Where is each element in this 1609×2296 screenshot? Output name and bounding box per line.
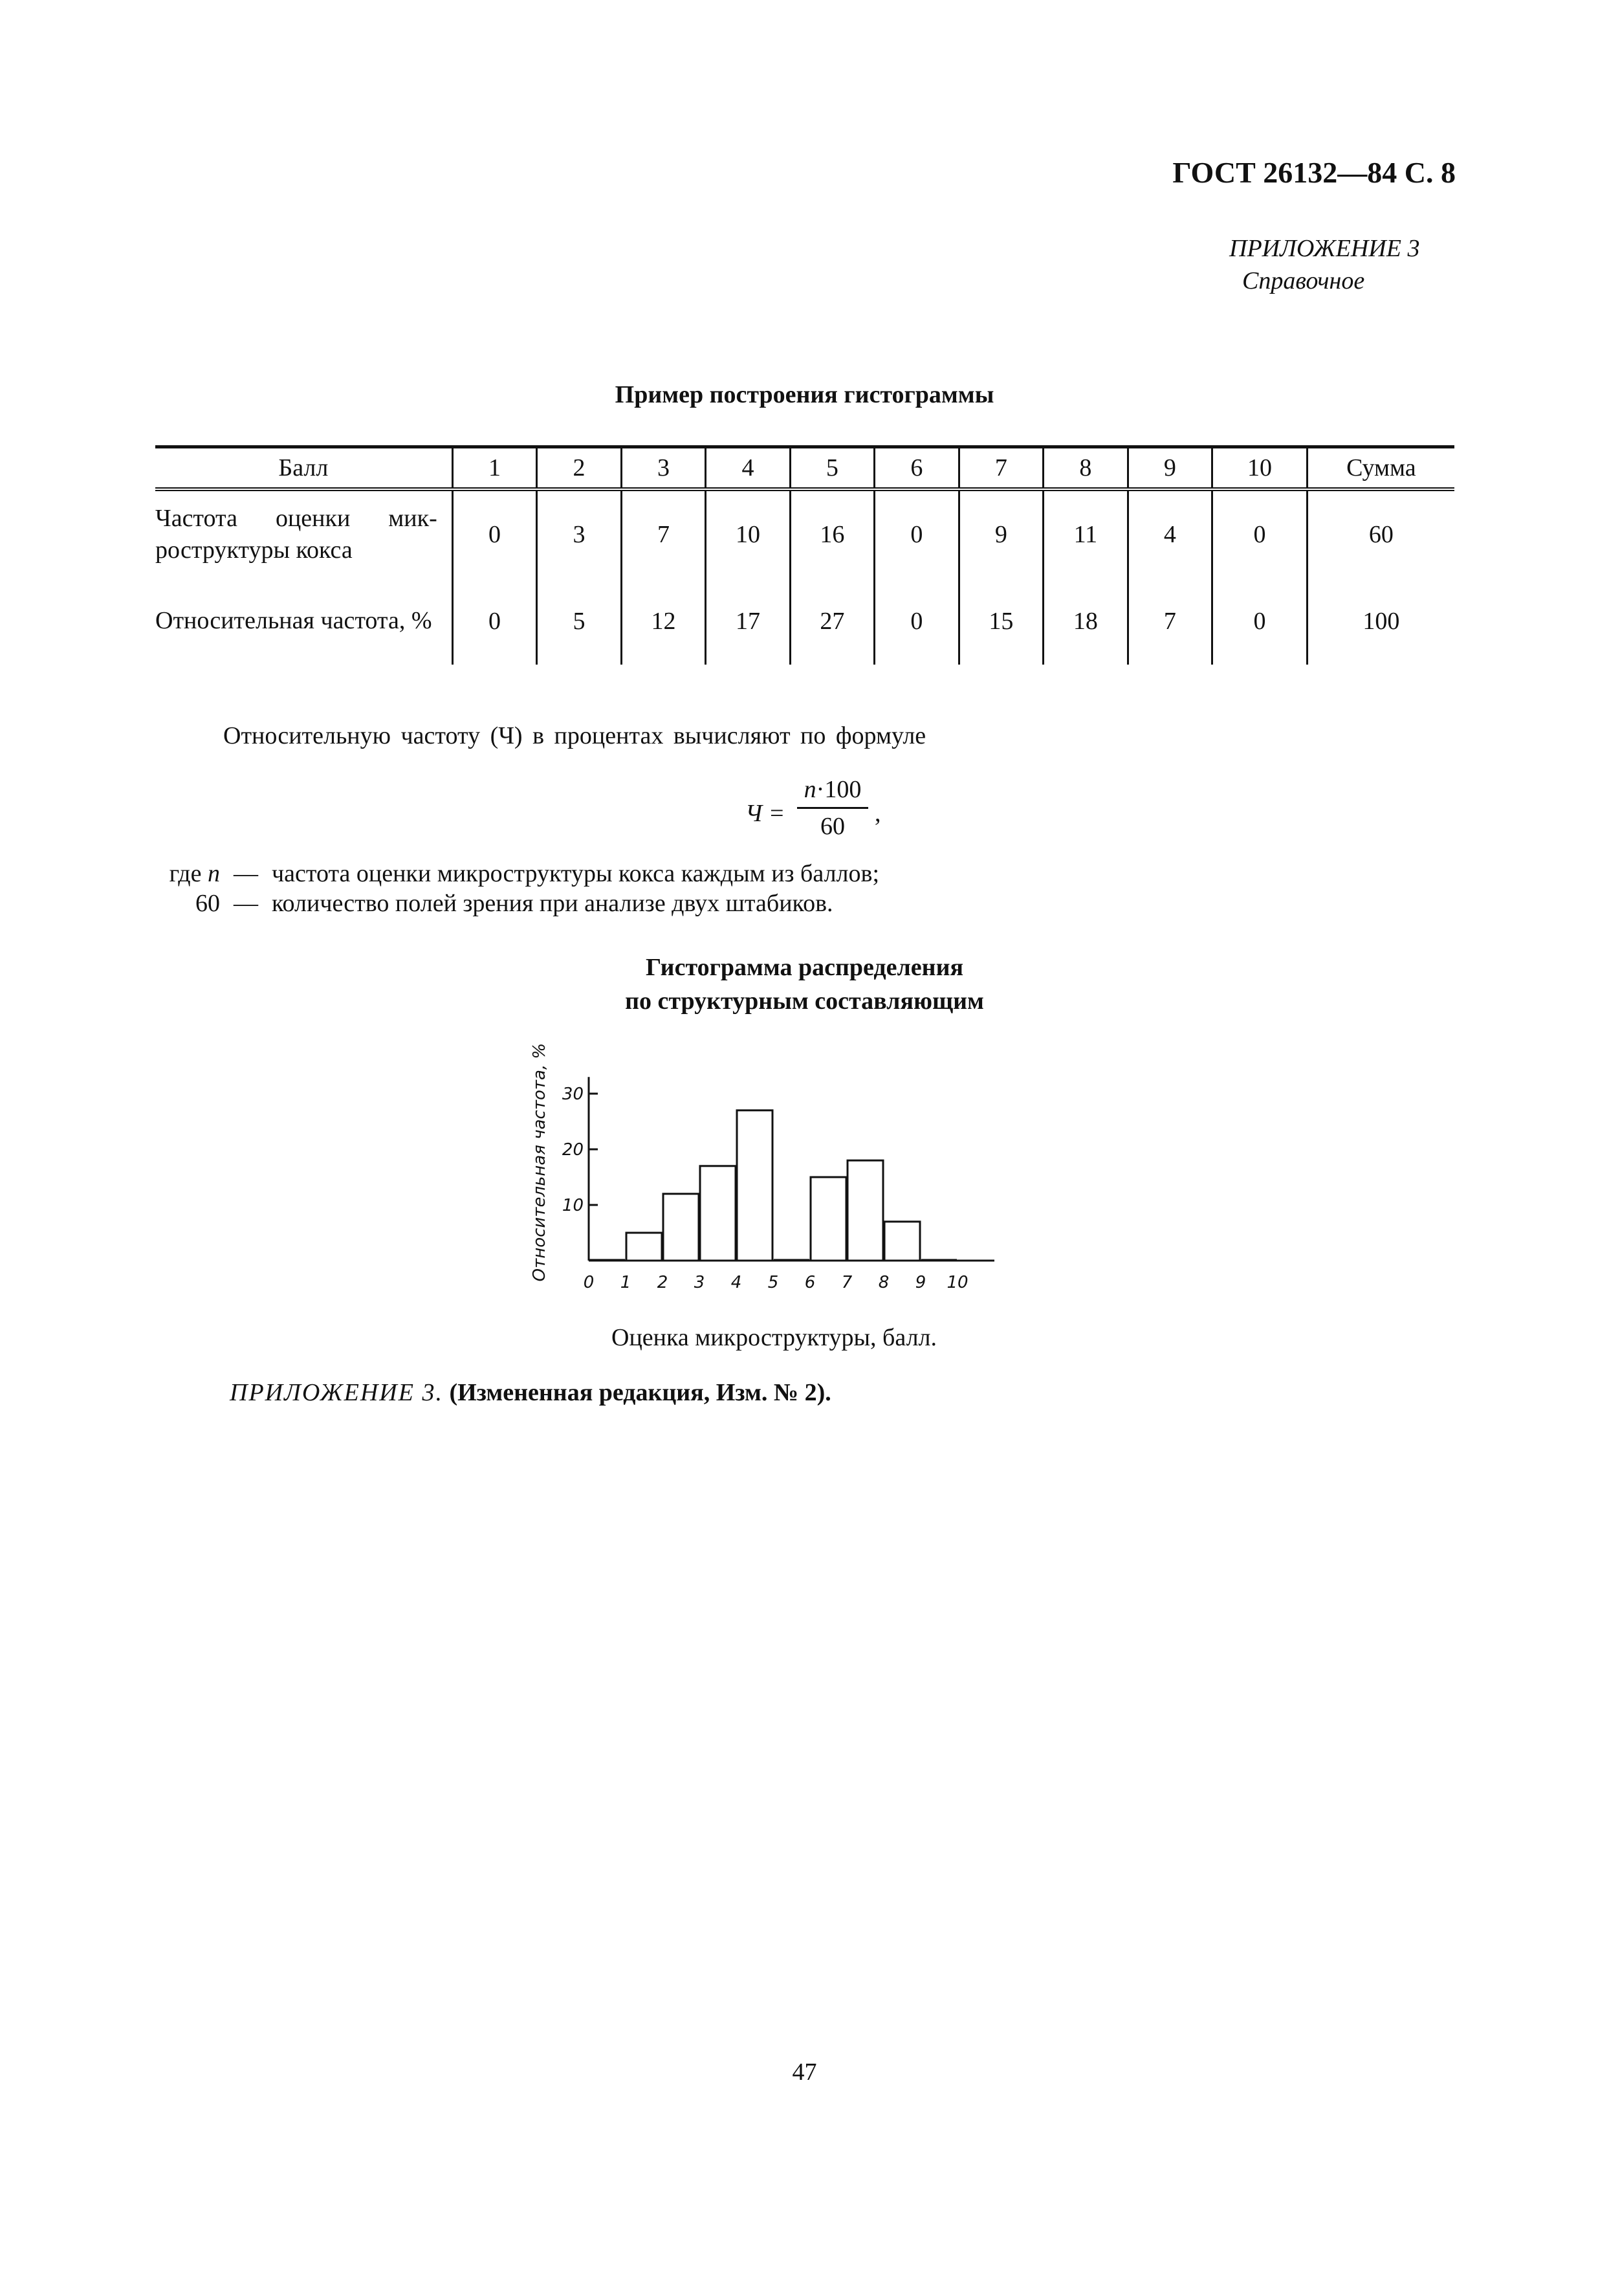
column-header: 5 (790, 447, 874, 490)
histogram-bar (848, 1160, 883, 1261)
table-cell: 27 (790, 578, 874, 665)
column-header: 9 (1128, 447, 1212, 490)
histogram-bar (700, 1166, 736, 1261)
x-tick-label: 2 (657, 1273, 668, 1292)
x-tick-label: 8 (878, 1273, 890, 1292)
table-cell: 0 (1212, 578, 1308, 665)
table-header-row (155, 447, 1454, 490)
table-cell: 17 (706, 578, 790, 665)
table-cell: 18 (1044, 578, 1128, 665)
x-tick-label: 6 (804, 1273, 816, 1292)
table-cell: 16 (790, 489, 874, 578)
y-axis-label: Относительная частота, % (530, 1043, 549, 1282)
appendix-type: Справочное (1242, 267, 1365, 294)
y-tick-label: 10 (562, 1196, 584, 1215)
column-header: 6 (875, 447, 959, 490)
where-line (155, 859, 1449, 888)
formula (738, 773, 996, 851)
where-dash: — (234, 860, 258, 887)
histogram-bar (663, 1194, 699, 1261)
footnote (230, 1378, 1459, 1407)
table-cell: 12 (621, 578, 705, 665)
table-row (155, 578, 1454, 665)
x-tick-label: 3 (694, 1273, 705, 1292)
where-symbol: 60 (195, 890, 220, 917)
column-header: 3 (621, 447, 705, 490)
where-text: количество полей зрения при анализе двух штабиков. (272, 890, 833, 917)
formula-variable: n (804, 776, 816, 803)
table-title: Пример построения гистограммы (615, 381, 994, 408)
table-row (155, 489, 1454, 578)
x-tick-label: 9 (915, 1273, 926, 1292)
column-header: 10 (1212, 447, 1308, 490)
formula-numerator (797, 773, 868, 806)
histogram-bar (811, 1177, 846, 1261)
x-axis-label: Оценка микроструктуры, балл. (611, 1324, 937, 1351)
table-cell: 0 (452, 578, 536, 665)
x-tick-label: 5 (767, 1273, 779, 1292)
table-cell: 5 (537, 578, 621, 665)
frequency-table (155, 445, 1454, 665)
footnote-appendix: ПРИЛОЖЕНИЕ 3. (230, 1379, 443, 1406)
column-header: 2 (537, 447, 621, 490)
formula-multiplier: ·100 (816, 776, 862, 803)
appendix-label: ПРИЛОЖЕНИЕ 3 (1229, 235, 1420, 262)
table-cell: 60 (1307, 489, 1454, 578)
table-cell: 0 (875, 489, 959, 578)
table-cell: 0 (875, 578, 959, 665)
row-label: Частота оценки микроструктуры кокса (155, 504, 437, 564)
x-tick-label: 4 (730, 1273, 742, 1292)
column-header: 1 (452, 447, 536, 490)
chart-title-line: Гистограмма распределения (645, 954, 964, 981)
where-key (155, 859, 220, 888)
histogram-bar (737, 1110, 772, 1261)
formula-comma: , (875, 800, 881, 827)
column-header: Сумма (1307, 447, 1454, 490)
formula-denominator: 60 (820, 813, 845, 840)
histogram-chart (505, 1016, 1022, 1307)
x-tick-label: 7 (841, 1273, 853, 1292)
formula-fraction (797, 773, 868, 843)
column-header: 8 (1044, 447, 1128, 490)
table-cell: 11 (1044, 489, 1128, 578)
column-header: 7 (959, 447, 1043, 490)
page-number: 47 (792, 2059, 817, 2086)
table-cell: 7 (1128, 578, 1212, 665)
column-header: 4 (706, 447, 790, 490)
chart-title (0, 951, 1609, 1018)
y-tick-label: 30 (562, 1085, 584, 1104)
x-tick-label: 1 (620, 1273, 631, 1292)
chart-title-line: по структурным составляющим (625, 987, 984, 1015)
table-cell: 9 (959, 489, 1043, 578)
y-tick-label: 20 (562, 1140, 584, 1160)
table-cell: 4 (1128, 489, 1212, 578)
table-cell: 15 (959, 578, 1043, 665)
formula-intro: Относительную частоту (Ч) в процентах вычисляют по формуле (223, 722, 926, 749)
histogram-bar (884, 1222, 920, 1261)
where-dash: — (234, 890, 258, 917)
table-cell: 0 (452, 489, 536, 578)
row-label: Относительная частота, % (155, 607, 432, 635)
x-tick-label: 0 (583, 1273, 595, 1292)
where-key (155, 889, 220, 918)
chart-bars (589, 1110, 957, 1261)
where-symbol: n (208, 860, 220, 887)
column-header: Балл (278, 454, 329, 481)
table-cell: 3 (537, 489, 621, 578)
table-cell: 0 (1212, 489, 1308, 578)
x-tick-label: 10 (947, 1273, 969, 1292)
table-cell: 10 (706, 489, 790, 578)
where-prefix: где (169, 860, 202, 887)
footnote-revision: (Измененная редакция, Изм. № 2). (449, 1379, 831, 1406)
table-cell: 7 (621, 489, 705, 578)
where-line (155, 889, 1449, 918)
fraction-bar (797, 807, 868, 809)
document-header: ГОСТ 26132—84 С. 8 (1172, 156, 1456, 189)
formula-lhs: Ч = (745, 800, 785, 827)
histogram-bar (626, 1233, 662, 1261)
table-cell: 100 (1307, 578, 1454, 665)
where-text: частота оценки микроструктуры кокса каждым из баллов; (272, 860, 880, 887)
